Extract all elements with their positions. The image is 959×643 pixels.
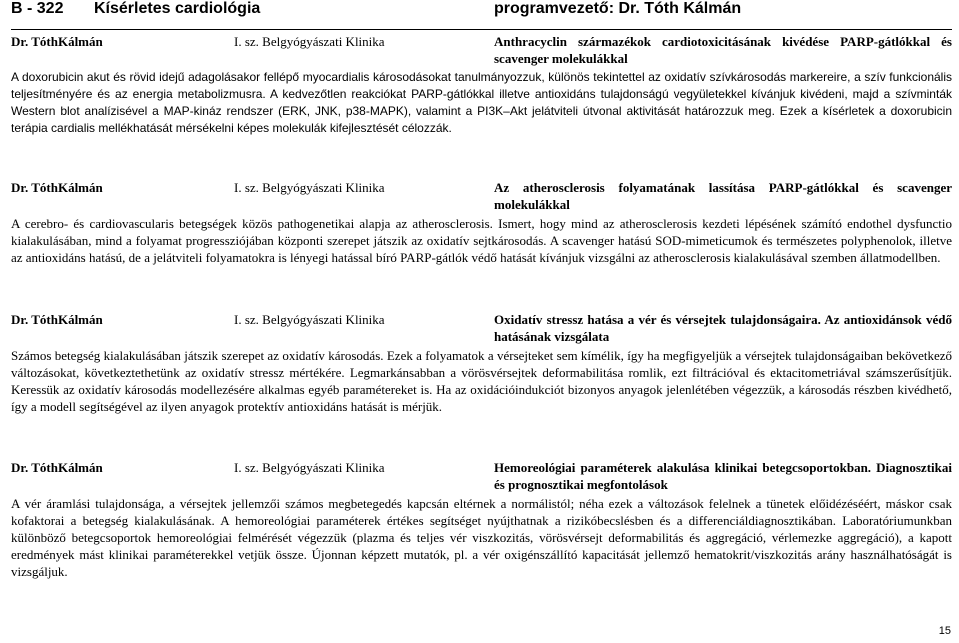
topic-title: Anthracyclin származékok cardiotoxicitásának kivédése PARP-gátlókkal és scavenger molekulákkal: [494, 34, 952, 66]
page-number: 15: [938, 625, 951, 637]
clinic-name: I. sz. Belgyógyászati Klinika: [234, 180, 385, 195]
entry-header: [11, 179, 952, 215]
topic-entry: [11, 311, 952, 415]
lecturer-name: Dr. TóthKálmán: [11, 460, 103, 475]
page-header: [11, 0, 951, 20]
program-leader: programvezető: Dr. Tóth Kálmán: [494, 0, 742, 17]
clinic-name: I. sz. Belgyógyászati Klinika: [234, 312, 385, 327]
entry-header: [11, 311, 952, 347]
topic-description: A vér áramlási tulajdonsága, a vérsejtek jellemzői számos megbetegedés kapcsán eltérnek a normálistól; néha ezek a változások felelnek a tünetek előidézéséért, máskor csak kofaktorai a betegség kialakulásának. A hemoreológiai paraméterek értékes segítséget nyújthatnak a rizikóbecslésben és a differenciáldiagnosztikában. Laboratóriumunkban különböző betegcsoportok hemoreológiai felmérését végezzük (plazma és teljes vér viszkozitás, vörösvérsejt deformabilitás és aggregáció, vérlemezke aggregáció), a kapott eredmények mást klinikai paraméterekkel vetjük össze. Újonnan képzett mutatók, pl. a vér oxigénszállító kapacitását jellemző hematokrit/viszkozitás arány használhatóságát is vizsgáljuk.: [11, 496, 952, 580]
entry-header: [11, 33, 952, 69]
topic-description: A cerebro- és cardiovascularis betegségek közös pathogenetikai alapja az atherosclerosis. Ismert, hogy mind az atherosclerosis kezdeti lépésének számító endothel dysfunctio kialakulásában, mind a folyamat progressziójában központi szerepet játszik az oxidatív sejtkárosodás. A scavenger hatású SOD-mimeticumok és természetes polyphenolok, illetve az antioxidáns hatású, de a jelátviteli folyamatokra is lényegi hatással bíró PARP-gátlók védő hatását kívánjuk vizsgálni az atherosclerosis kialakulásával szemben állatmodellben.: [11, 216, 952, 266]
divider-line: [11, 29, 952, 30]
topic-description: A doxorubicin akut és rövid idejű adagolásakor fellépő myocardialis károsodásokat tanulmányozzuk, különös tekintettel az oxidatív szívkárosodás markereire, a szív funkcionális teljesítményére és az energia metabolizmusra. A kedvezőtlen reakciókat PARP-gátlókkal illetve antioxidáns tulajdonságú vegyületekkel kívánjuk kivédeni, majd a szívminták Western blot analízisével a MAP-kináz rendszer (ERK, JNK, p38-MAPK), valamint a PI3K–Akt jelátviteli útvonal aktivitását határozzuk meg. Ezek a kísérletek a doxorubicin terápia cardialis mellékhatását mérsékelni képes molekulák kifejlesztését célozzák.: [11, 70, 952, 136]
topic-title: Oxidatív stressz hatása a vér és vérsejtek tulajdonságaira. Az antioxidánsok védő hatásának vizsgálata: [494, 312, 952, 344]
course-code: B - 322: [11, 0, 64, 17]
topic-title: Az atherosclerosis folyamatának lassítása PARP-gátlókkal és scavenger molekulákkal: [494, 180, 952, 212]
entry-header: [11, 459, 952, 495]
lecturer-name: Dr. TóthKálmán: [11, 312, 103, 327]
course-title: Kísérletes cardiológia: [94, 0, 261, 17]
clinic-name: I. sz. Belgyógyászati Klinika: [234, 34, 385, 49]
topic-entry: [11, 33, 952, 137]
topic-description: Számos betegség kialakulásában játszik szerepet az oxidatív károsodás. Ezek a folyamatok a vérsejteket sem kímélik, így ha megfigyeljük a vérsejtek tulajdonságaiban bekövetkező változásokat, következtethetünk az oxidatív stressz mértékére. Legmarkánsabban a vörösvérsejtek deformabilitása romlik, ezt filtrációval és ektacitometriával számszerűsítjük. Keressük az oxidatív károsodás modellezésére alkalmas egyéb paramétereket is. Ha az oxidációindukciót bizonyos anyagok jelenlétében végezzük, a károsodás részben kivédhető, így a modell segítségével az ilyen anyagok protektív antioxidáns hatását is mérjük.: [11, 348, 952, 415]
clinic-name: I. sz. Belgyógyászati Klinika: [234, 460, 385, 475]
topic-entry: [11, 179, 952, 266]
topic-entry: [11, 459, 952, 580]
topic-title: Hemoreológiai paraméterek alakulása klinikai betegcsoportokban. Diagnosztikai és prognosztikai megfontolások: [494, 460, 952, 492]
lecturer-name: Dr. TóthKálmán: [11, 180, 103, 195]
lecturer-name: Dr. TóthKálmán: [11, 34, 103, 49]
